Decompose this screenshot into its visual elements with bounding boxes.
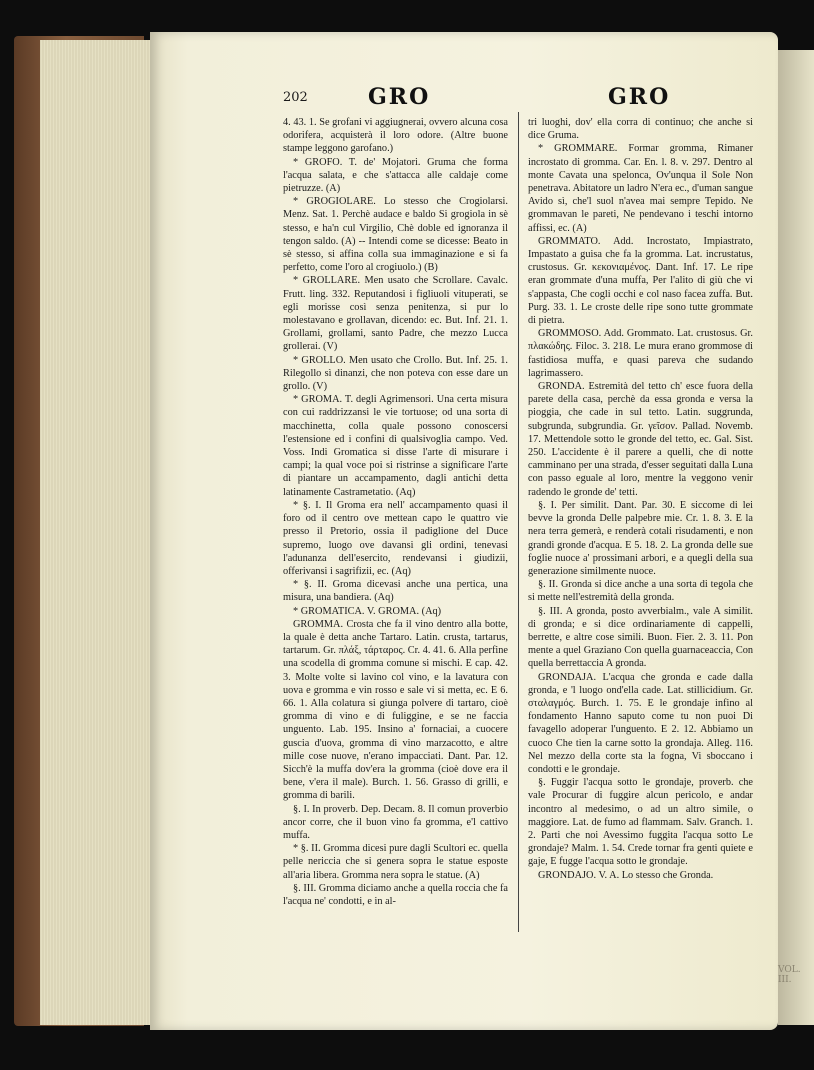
entry-groma: * GROMA. T. degli Agrimensori. Una certa misura con cui raddrizzansi le vie tortuose; od una sorta di macchinetta, colla quale possono conoscersi l'estensione ed i confini di qualsivoglia campo. Ved. Voss. Indi Gromatica si disse l'arte di misurare i campi; la qual voce poi si ristrinse a significare l'arte di piantare un accampamento, dagli antichi detta latinamente Castrametatio. (Aq): [283, 394, 508, 498]
entry-gromma-s3: §. III. Gromma diciamo anche a quella roccia che fa l'acqua ne' condotti, e in al-: [283, 882, 508, 907]
entry-gronda-s1: §. I. Per similit. Dant. Par. 30. E siccome di lei bevve la gronda Delle palpebre mie. Cr. 1. 8. 3. E la nera terra gemerà, e renderà cotali risudamenti, e non grandi gronde d'acqua. E 5. 18. 2. La gronda delle sue foglie nuoce a' prossimani arbori, e a quegli della sua generazione similmente nuoce.: [528, 499, 753, 577]
right-column: [528, 116, 753, 882]
next-page-edge: [778, 50, 814, 1025]
entry-gronda-s3: §. III. A gronda, posto avverbialm., vale A similit. di gronda; e si dice ordinariamente di cappelli, berrette, e altre cose simili. Buon. Fier. 2. 3. 11. Pon mente a quel Graziano Con quella guarnaceaccia, Con quella berrettaccia A gronda.: [528, 605, 753, 670]
left-column: [283, 116, 508, 908]
entry-groma-s2: * §. II. Groma dicevasi anche una pertica, una misura, una bandiera. (Aq): [283, 579, 508, 604]
column-divider: [518, 112, 519, 932]
entry-grogiolare: * GROGIOLARE. Lo stesso che Crogiolarsi. Menz. Sat. 1. Perchè audace e baldo Si grogiola in sè stesso, e ha'n cul Virgilio, Chè doble ed ignoranza il tengon saldo. (A) -- Intendi come se dicesse: Beato in sè stesso, si affina colla sua immaginazione e si fa perfetto, come l'oro al crogiuolo.) (B): [283, 196, 508, 274]
entry-grondaja: GRONDAJA. L'acqua che gronda e cade dalla gronda, e 'l luogo ond'ella cade. Lat. stillicidium. Gr. σταλαγμός. Burch. 1. 75. E le grondaje infino al fondamento Hanno saputo come tu non puoi Di favagello adoperar l'unguento. E 2. 12. Abbiamo un cuoco Che tien la carne sotto la grondaja. Alleg. 116. Nel mezzo della corte sta la fogna, Vi sboccano i condotti e le grondaje.: [528, 671, 753, 775]
entry-groma-s1: * §. I. Il Groma era nell' accampamento quasi il foro od il centro ove mettean capo le quattro vie presso il Pretorio, ossia il padiglione del Duce supremo, luogo ove davansi gli ordini, tenevasi l'adunanza dell'esercito, rendevansi i giudizii, offerivansi i sagrifizii, ec. (Aq): [283, 499, 508, 577]
entry-grommoso: GROMMOSO. Add. Grommato. Lat. crustosus. Gr. πλακώδης. Filoc. 3. 218. Le mura erano grommose di fastidiosa muffa, e quasi pareva che sudando lagrimassero.: [528, 328, 753, 379]
entry-gromma: GROMMA. Crosta che fa il vino dentro alla botte, la quale è detta anche Tartaro. Latin. crusta, tartarus, tartarum. Gr. πλάξ, τάρταρος. Cr. 4. 41. 6. Alla perfine una scodella di gromma comune si mischi. E cap. 42. 3. Molte volte si lavino col vino, e la lavatura con uova e gromma e vin rosso e sale vi si metta, ec. E 6. 66. 1. Alla colatura si giunga polvere di tartaro, cioè gromma di vino e di fuliggine, e se ne faccia unguento. Lab. 195. Insino a' fornaciai, a cuocere guscia d'uova, gromma di vino marzacotto, e altre mille cose nuove, n'erano impacciati. Dant. Par. 12. Sicch'è la muffa dov'era la gromma (cioè dove era il bene, v'era il male). Burch. 1. 56. Grasso di grilli, e gromma di barili.: [283, 618, 508, 802]
entry-grondajo: GRONDAJO. V. A. Lo stesso che Gronda.: [538, 869, 714, 881]
entry-gronda-s2: §. II. Gronda si dice anche a una sorta di tegola che si mette nell'estremità della gronda.: [528, 579, 753, 604]
entry-gromatica: * GROMATICA. V. GROMA. (Aq): [293, 605, 442, 617]
entry-gromma-s1: §. I. In proverb. Dep. Decam. 8. Il comun proverbio ancor corre, che il buon vino fa gromma, e'l cattivo muffa.: [283, 803, 508, 841]
entry-grondaja-s1: §. Fuggir l'acqua sotto le grondaje, proverb. che vale Procurar di fuggire alcun pericolo, e andar incontro al medesimo, o ad un altro simile, o maggiore. Lat. de fumo ad flammam. Salv. Granch. 1. 2. Parti che noi Avessimo fuggita l'acqua sotto Le grondaje? Malm. 1. 54. Crede tornar fra genti quiete e gaje, E fugge l'acqua sotto le grondaje.: [528, 777, 753, 868]
entry-grommare: * GROMMARE. Formar gromma, Rimaner incrostato di gromma. Car. En. l. 8. v. 297. Dentro al monte Cavata una spelonca, Ov'unqua il Sole Non penetrava. Abitatore un ladro N'era ec., d'uman sangue Avido sì, che'l suol n'avea mai sempre Tepido. Ne grommavan le pareti, Ne pendevano i teschi intorno affissi, ec. (A): [528, 143, 754, 234]
entry-grommato: GROMMATO. Add. Incrostato, Impiastrato, Impastato a guisa che fa la gromma. Lat. incrustatus, crustosus. Gr. κεκονιαμένος. Dant. Inf. 17. Le ripe eran grommate d'una muffa, Per l'alito di giù che vi s'appasta, Che cogli occhi e col naso facea zuffa. But. Purg. 33. 1. Le croste delle ripe sono tutte grommate di pietra.: [528, 235, 753, 327]
entry-gronda: GRONDA. Estremità del tetto ch' esce fuora della parete della casa, perchè da essa gronda e versa la pioggia, che cade in sul tetto. Latin. suggrunda, subgrunda, subgrundia. Gr. γεῖσον. Pallad. Novemb. 17. Mettendole sotto le gronde del tetto, ec. Gal. Sist. 250. L'accidente è il parere a quelli, che di notte camminano per una strada, d'esser seguitati dalla Luna con passo eguale al loro, mentre la veggono venir radendo le gronde de' tetti.: [528, 381, 753, 498]
spine-text: VOL. III.: [778, 965, 801, 985]
entry-gromma-s2: * §. II. Gromma dicesi pure dagli Scultori ec. quella pelle nericcia che si genera sopra le statue esposte all'aria libera. Gromma nera sopra le statue. (A): [283, 843, 508, 881]
entry-grollo: * GROLLO. Men usato che Crollo. But. Inf. 25. 1. Rilegollo sì dinanzi, che non poteva con esse dare un grollo. (V): [283, 354, 508, 393]
running-header-right: GRO: [608, 84, 671, 110]
entry-grollare: * GROLLARE. Men usato che Scrollare. Cavalc. Frutt. ling. 332. Reputandosi i figliuoli vituperati, se egli morisse così senza penitenza, si pur lo molestavano e grollavan, dicendo: ec. But. Inf. 21. 1. Grollami, grollami, santo Padre, che mezzo Lucca grollerai. (V): [283, 275, 508, 353]
entry-continuation: tri luoghi, dov' ella corra di continuo; che anche si dice Gruma.: [528, 117, 753, 142]
running-header-left: GRO: [368, 84, 431, 110]
page-edges: [40, 40, 160, 1025]
entry-continuation: 4. 43. 1. Se grofani vi aggiugnerai, ovvero alcuna cosa odorifera, acquisterà il loro odore. (Altre buone stampe leggono garofano.): [283, 117, 508, 155]
page-number: 202: [283, 90, 308, 105]
entry-grofo: * GROFO. T. de' Mojatori. Gruma che forma l'acqua salata, e che s'attacca alle caldaje come pietruzze. (A): [283, 156, 508, 195]
